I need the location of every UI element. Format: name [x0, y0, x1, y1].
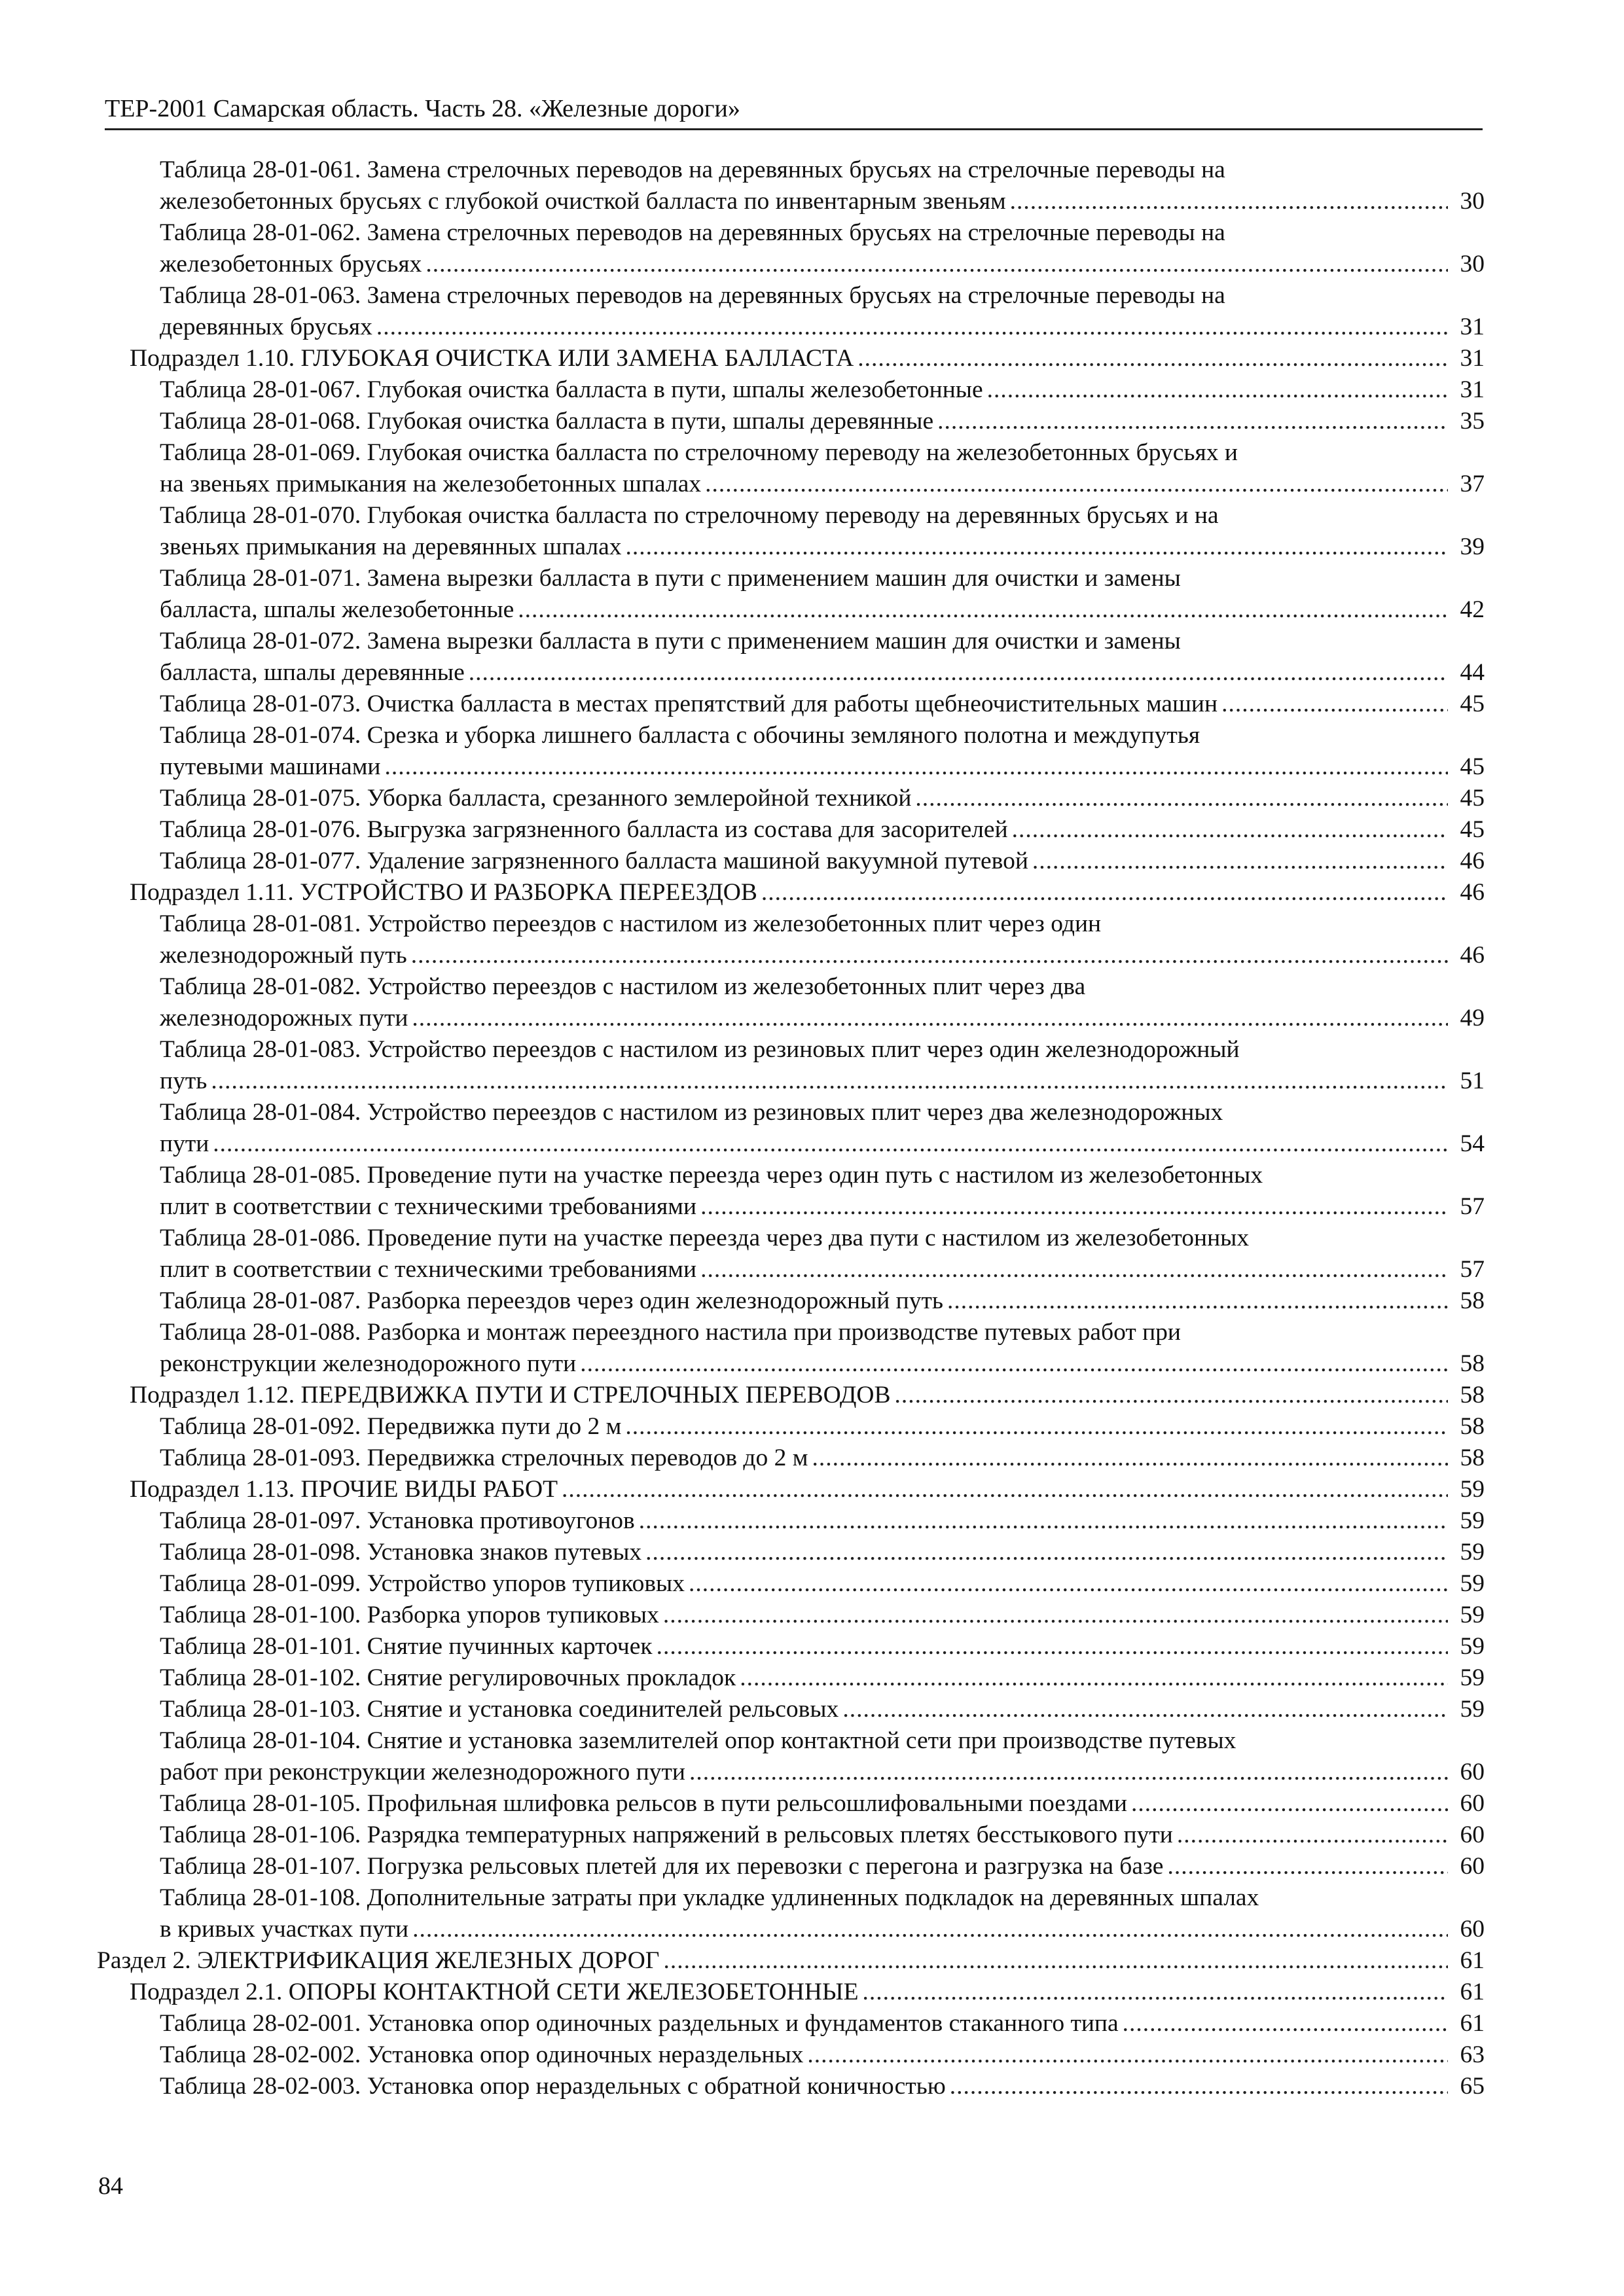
toc-entry-line — [160, 814, 1485, 846]
toc-entry-text: балласта, шпалы железобетонные — [160, 596, 514, 623]
toc-entry[interactable] — [97, 1820, 1485, 1851]
toc-entry-line — [160, 1851, 1485, 1882]
toc-page-number: 59 — [1460, 1633, 1485, 1660]
toc-entry[interactable] — [97, 971, 1485, 1034]
document-title: ТЕР-2001 Самарская область. Часть 28. «Железные дороги» — [105, 95, 740, 122]
toc-entry-text: железнодорожный путь — [160, 942, 407, 969]
toc-page-number: 63 — [1460, 2041, 1485, 2068]
toc-page-number: 59 — [1460, 1664, 1485, 1691]
toc-entry-line — [97, 1945, 1485, 1977]
dot-leader — [639, 1505, 1448, 1537]
toc-entry-text: Таблица 28-01-108. Дополнительные затраты при укладке удлиненных подкладок на деревянных шпалах — [160, 1884, 1259, 1911]
toc-entry-text: путь — [160, 1067, 208, 1094]
toc-entry-text: Таблица 28-01-093. Передвижка стрелочных переводов до 2 м — [160, 1444, 808, 1471]
dot-leader — [700, 1191, 1448, 1223]
toc-entry-text: на звеньях примыкания на железобетонных шпалах — [160, 471, 702, 497]
dot-leader — [863, 1977, 1448, 2008]
toc-entry-line — [160, 971, 1485, 1003]
toc-entry-line — [160, 2008, 1485, 2039]
toc-entry-text: Таблица 28-01-100. Разборка упоров тупиковых — [160, 1602, 659, 1628]
toc-entry-line — [160, 1788, 1485, 1820]
toc-entry-line — [160, 1662, 1485, 1694]
toc-entry-line — [160, 1725, 1485, 1757]
toc-page-number: 57 — [1460, 1256, 1485, 1283]
dot-leader — [1010, 186, 1448, 217]
dot-leader — [895, 1380, 1448, 1411]
toc-page-number: 45 — [1460, 816, 1485, 843]
toc-entry[interactable] — [97, 2071, 1485, 2102]
toc-entry-line — [160, 217, 1485, 249]
toc-entry[interactable] — [97, 374, 1485, 406]
toc-entry[interactable] — [97, 500, 1485, 563]
toc-entry-text: Таблица 28-01-099. Устройство упоров тупиковых — [160, 1570, 685, 1597]
toc-entry-line — [160, 469, 1485, 500]
toc-entry-text: Таблица 28-01-097. Установка противоугонов — [160, 1507, 635, 1534]
toc-entry[interactable] — [97, 1568, 1485, 1600]
toc-page-number: 58 — [1460, 1287, 1485, 1314]
toc-entry-line — [160, 1285, 1485, 1317]
toc-entry-text: пути — [160, 1130, 209, 1157]
toc-entry[interactable] — [97, 343, 1485, 374]
toc-entry[interactable] — [97, 846, 1485, 877]
toc-page-number: 60 — [1460, 1853, 1485, 1880]
toc-entry-text: Таблица 28-01-106. Разрядка температурных напряжений в рельсовых плетях бесстыкового пути — [160, 1821, 1173, 1848]
toc-entry-text: работ при реконструкции железнодорожного пути — [160, 1759, 685, 1785]
toc-entry-text: Таблица 28-01-068. Глубокая очистка балласта в пути, шпалы деревянные — [160, 408, 934, 435]
toc-entry-text: Подраздел 1.10. ГЛУБОКАЯ ОЧИСТКА ИЛИ ЗАМЕНА БАЛЛАСТА — [130, 345, 854, 372]
toc-entry-line — [160, 657, 1485, 689]
toc-entry[interactable] — [97, 1882, 1485, 1945]
dot-leader — [213, 1128, 1448, 1160]
toc-entry-line — [130, 1977, 1485, 2008]
toc-page-number: 58 — [1460, 1382, 1485, 1408]
dot-leader — [950, 2071, 1448, 2102]
toc-entry-text: Таблица 28-01-103. Снятие и установка соединителей рельсовых — [160, 1696, 839, 1723]
toc-entry-text: путевыми машинами — [160, 753, 381, 780]
toc-entry-line — [160, 1600, 1485, 1631]
toc-page-number: 60 — [1460, 1821, 1485, 1848]
toc-entry-text: Таблица 28-01-083. Устройство переездов с настилом из резиновых плит через один железнодорожный — [160, 1036, 1240, 1063]
toc-page-number: 59 — [1460, 1696, 1485, 1723]
dot-leader — [689, 1568, 1448, 1600]
toc-page-number: 45 — [1460, 753, 1485, 780]
dot-leader — [518, 594, 1448, 626]
toc-entry-text: Таблица 28-01-069. Глубокая очистка балласта по стрелочному переводу на железобетонных брусьях и — [160, 439, 1238, 466]
toc-entry-text: Таблица 28-01-105. Профильная шлифовка рельсов в пути рельсошлифовальными поездами — [160, 1790, 1127, 1817]
toc-entry[interactable] — [97, 1631, 1485, 1662]
toc-entry[interactable] — [97, 2039, 1485, 2071]
toc-entry-text: железнодорожных пути — [160, 1005, 408, 1031]
toc-entry-text: Таблица 28-01-081. Устройство переездов с настилом из железобетонных плит через один — [160, 910, 1102, 937]
toc-entry[interactable] — [97, 1945, 1485, 1977]
toc-entry[interactable] — [97, 1537, 1485, 1568]
toc-entry-text: реконструкции железнодорожного пути — [160, 1350, 577, 1377]
dot-leader — [1167, 1851, 1448, 1882]
toc-entry[interactable] — [97, 1662, 1485, 1694]
toc-entry-line — [160, 1348, 1485, 1380]
toc-entry-text: в кривых участках пути — [160, 1916, 409, 1943]
dot-leader — [915, 783, 1448, 814]
dot-leader — [663, 1600, 1448, 1631]
dot-leader — [412, 1003, 1448, 1034]
toc-entry-text: Таблица 28-01-088. Разборка и монтаж переездного настила при производстве путевых работ при — [160, 1319, 1182, 1346]
toc-entry[interactable] — [97, 783, 1485, 814]
page-header — [105, 92, 1483, 130]
dot-leader — [807, 2039, 1448, 2071]
toc-page-number: 58 — [1460, 1413, 1485, 1440]
dot-leader — [689, 1757, 1448, 1788]
toc-entry[interactable] — [97, 1443, 1485, 1474]
dot-leader — [663, 1945, 1448, 1977]
toc-entry-line — [160, 1820, 1485, 1851]
toc-entry-text: Таблица 28-01-101. Снятие пучинных карточек — [160, 1633, 653, 1660]
toc-entry-line — [160, 531, 1485, 563]
toc-page-number: 37 — [1460, 471, 1485, 497]
dot-leader — [469, 657, 1448, 689]
toc-entry[interactable] — [97, 406, 1485, 437]
toc-entry-line — [160, 2039, 1485, 2071]
toc-entry-line — [160, 1443, 1485, 1474]
toc-entry-line — [160, 1757, 1485, 1788]
toc-page-number: 59 — [1460, 1476, 1485, 1503]
toc-entry-text: плит в соответствии с техническими требованиями — [160, 1256, 697, 1283]
toc-entry-text: Таблица 28-01-062. Замена стрелочных переводов на деревянных брусьях на стрелочные переводы на — [160, 219, 1225, 246]
toc-entry[interactable] — [97, 217, 1485, 280]
toc-entry-line — [160, 1128, 1485, 1160]
toc-entry-text: Таблица 28-01-077. Удаление загрязненного балласта машиной вакуумной путевой — [160, 848, 1028, 874]
dot-leader — [761, 877, 1448, 908]
toc-page-number: 31 — [1460, 314, 1485, 340]
toc-entry-text: деревянных брусьях — [160, 314, 372, 340]
toc-entry-line — [160, 1631, 1485, 1662]
toc-entry[interactable] — [97, 877, 1485, 908]
toc-page-number: 59 — [1460, 1507, 1485, 1534]
toc-entry-line — [160, 1066, 1485, 1097]
toc-page-number: 60 — [1460, 1916, 1485, 1943]
toc-entry[interactable] — [97, 689, 1485, 720]
toc-entry-text: Таблица 28-02-001. Установка опор одиночных раздельных и фундаментов стаканного типа — [160, 2010, 1119, 2037]
toc-entry-text: Таблица 28-01-074. Срезка и уборка лишнего балласта с обочины земляного полотна и междупутья — [160, 722, 1200, 749]
toc-page-number: 46 — [1460, 942, 1485, 969]
toc-entry[interactable] — [97, 1097, 1485, 1160]
toc-entry-text: Таблица 28-01-067. Глубокая очистка балласта в пути, шпалы железобетонные — [160, 376, 983, 403]
toc-entry-line — [160, 1160, 1485, 1191]
toc-entry-line — [130, 1474, 1485, 1505]
toc-page-number: 49 — [1460, 1005, 1485, 1031]
toc-page-number: 31 — [1460, 376, 1485, 403]
toc-entry[interactable] — [97, 1977, 1485, 2008]
toc-page-number: 46 — [1460, 848, 1485, 874]
toc-entry-text: Таблица 28-01-073. Очистка балласта в местах препятствий для работы щебнеочистительных машин — [160, 691, 1218, 717]
toc-entry[interactable] — [97, 1034, 1485, 1097]
toc-page-number: 45 — [1460, 691, 1485, 717]
dot-leader — [657, 1631, 1448, 1662]
toc-entry-line — [160, 783, 1485, 814]
toc-page-number: 42 — [1460, 596, 1485, 623]
toc-page-number: 46 — [1460, 879, 1485, 906]
toc-page-number: 57 — [1460, 1193, 1485, 1220]
toc-entry-text: Подраздел 1.11. УСТРОЙСТВО И РАЗБОРКА ПЕРЕЕЗДОВ — [130, 879, 757, 906]
toc-entry-line — [130, 1380, 1485, 1411]
toc-entry-text: Таблица 28-02-003. Установка опор нераздельных с обратной коничностью — [160, 2073, 946, 2100]
toc-entry[interactable] — [97, 908, 1485, 971]
toc-entry[interactable] — [97, 814, 1485, 846]
toc-entry-line — [160, 1914, 1485, 1945]
toc-entry-line — [160, 626, 1485, 657]
toc-entry-line — [130, 343, 1485, 374]
toc-entry-text: Таблица 28-01-061. Замена стрелочных переводов на деревянных брусьях на стрелочные переводы на — [160, 156, 1225, 183]
toc-entry[interactable] — [97, 1285, 1485, 1317]
toc-entry[interactable] — [97, 154, 1485, 217]
dot-leader — [625, 1411, 1448, 1443]
toc-entry-line — [160, 1411, 1485, 1443]
dot-leader — [740, 1662, 1448, 1694]
toc-entry-text: Таблица 28-01-082. Устройство переездов с настилом из железобетонных плит через два — [160, 973, 1086, 1000]
dot-leader — [376, 312, 1448, 343]
toc-entry-text: Таблица 28-01-072. Замена вырезки балласта в пути с применением машин для очистки и замены — [160, 628, 1181, 655]
toc-entry-line — [160, 594, 1485, 626]
toc-entry-line — [160, 500, 1485, 531]
dot-leader — [1032, 846, 1448, 877]
toc-page-number: 30 — [1460, 251, 1485, 278]
toc-page-number: 31 — [1460, 345, 1485, 372]
toc-entry-line — [160, 1568, 1485, 1600]
toc-entry[interactable] — [97, 563, 1485, 626]
dot-leader — [1177, 1820, 1448, 1851]
dot-leader — [411, 940, 1448, 971]
toc-entry-line — [130, 877, 1485, 908]
toc-entry[interactable] — [97, 1851, 1485, 1882]
toc-entry[interactable] — [97, 1160, 1485, 1223]
toc-page-number: 59 — [1460, 1539, 1485, 1566]
toc-entry-text: Подраздел 2.1. ОПОРЫ КОНТАКТНОЙ СЕТИ ЖЕЛЕЗОБЕТОННЫЕ — [130, 1979, 859, 2005]
toc-entry-line — [160, 908, 1485, 940]
toc-entry[interactable] — [97, 1411, 1485, 1443]
toc-page-number: 54 — [1460, 1130, 1485, 1157]
toc-entry[interactable] — [97, 1317, 1485, 1380]
toc-entry-text: Подраздел 1.13. ПРОЧИЕ ВИДЫ РАБОТ — [130, 1476, 558, 1503]
toc-entry[interactable] — [97, 1694, 1485, 1725]
toc-entry-text: Таблица 28-01-085. Проведение пути на участке переезда через один путь с настилом из железобетонных — [160, 1162, 1263, 1189]
toc-entry[interactable] — [97, 1725, 1485, 1788]
dot-leader — [812, 1443, 1449, 1474]
toc-entry[interactable] — [97, 1505, 1485, 1537]
dot-leader — [626, 531, 1448, 563]
toc-entry-text: Таблица 28-01-063. Замена стрелочных переводов на деревянных брусьях на стрелочные переводы на — [160, 282, 1225, 309]
dot-leader — [1012, 814, 1448, 846]
toc-entry-line — [160, 563, 1485, 594]
toc-entry-line — [160, 940, 1485, 971]
toc-entry-line — [160, 1191, 1485, 1223]
toc-entry-text: Таблица 28-01-075. Уборка балласта, срезанного землеройной техникой — [160, 785, 912, 812]
dot-leader — [562, 1474, 1448, 1505]
toc-entry-text: плит в соответствии с техническими требованиями — [160, 1193, 697, 1220]
toc-page-number: 60 — [1460, 1790, 1485, 1817]
toc-entry-text: Подраздел 1.12. ПЕРЕДВИЖКА ПУТИ И СТРЕЛОЧНЫХ ПЕРЕВОДОВ — [130, 1382, 891, 1408]
page-number: 84 — [98, 2172, 123, 2200]
toc-page-number: 35 — [1460, 408, 1485, 435]
toc-page-number: 51 — [1460, 1067, 1485, 1094]
dot-leader — [1123, 2008, 1448, 2039]
toc-entry-text: железобетонных брусьях с глубокой очисткой балласта по инвентарным звеньям — [160, 188, 1006, 215]
toc-entry-line — [160, 1034, 1485, 1066]
toc-entry-text: Таблица 28-02-002. Установка опор одиночных нераздельных — [160, 2041, 804, 2068]
toc-entry-text: Таблица 28-01-092. Передвижка пути до 2 м — [160, 1413, 622, 1440]
dot-leader — [385, 751, 1449, 783]
toc-entry-line — [160, 1317, 1485, 1348]
toc-page-number: 39 — [1460, 533, 1485, 560]
dot-leader — [1221, 689, 1448, 720]
toc-page-number: 59 — [1460, 1570, 1485, 1597]
toc-entry-text: Таблица 28-01-086. Проведение пути на участке переезда через два пути с настилом из железобетонных — [160, 1225, 1250, 1251]
toc-entry-line — [160, 1505, 1485, 1537]
dot-leader — [857, 343, 1448, 374]
toc-entry-line — [160, 846, 1485, 877]
toc-entry-text: Таблица 28-01-087. Разборка переездов через один железнодорожный путь — [160, 1287, 943, 1314]
toc-entry-line — [160, 249, 1485, 280]
toc-entry-line — [160, 1694, 1485, 1725]
dot-leader — [937, 406, 1448, 437]
toc-entry-text: Таблица 28-01-076. Выгрузка загрязненного балласта из состава для засорителей — [160, 816, 1008, 843]
toc-entry[interactable] — [97, 626, 1485, 689]
toc-entry[interactable] — [97, 1600, 1485, 1631]
toc-entry[interactable] — [97, 2008, 1485, 2039]
toc-entry-text: Таблица 28-01-098. Установка знаков путевых — [160, 1539, 642, 1566]
toc-entry[interactable] — [97, 1223, 1485, 1285]
toc-entry[interactable] — [97, 1474, 1485, 1505]
toc-entry-line — [160, 186, 1485, 217]
toc-entry-text: Таблица 28-01-102. Снятие регулировочных прокладок — [160, 1664, 736, 1691]
toc-entry[interactable] — [97, 1788, 1485, 1820]
toc-page-number: 30 — [1460, 188, 1485, 215]
dot-leader — [947, 1285, 1448, 1317]
toc-entry-line — [160, 1003, 1485, 1034]
dot-leader — [1131, 1788, 1448, 1820]
toc-entry-line — [160, 154, 1485, 186]
toc-entry-text: железобетонных брусьях — [160, 251, 422, 278]
dot-leader — [842, 1694, 1448, 1725]
toc-entry[interactable] — [97, 720, 1485, 783]
toc-page-number: 61 — [1460, 1947, 1485, 1974]
toc-entry-line — [160, 374, 1485, 406]
toc-entry-line — [160, 751, 1485, 783]
toc-entry-line — [160, 2071, 1485, 2102]
toc-page-number: 61 — [1460, 1979, 1485, 2005]
toc-page-number: 58 — [1460, 1444, 1485, 1471]
toc-page-number: 65 — [1460, 2073, 1485, 2100]
toc-entry-text: балласта, шпалы деревянные — [160, 659, 465, 686]
dot-leader — [412, 1914, 1448, 1945]
dot-leader — [987, 374, 1448, 406]
toc-entry-line — [160, 1097, 1485, 1128]
toc-page-number: 45 — [1460, 785, 1485, 812]
toc-entry-text: звеньях примыкания на деревянных шпалах — [160, 533, 622, 560]
toc-entry-text: Раздел 2. ЭЛЕКТРИФИКАЦИЯ ЖЕЛЕЗНЫХ ДОРОГ — [97, 1947, 660, 1974]
toc-page-number: 59 — [1460, 1602, 1485, 1628]
toc-entry-line — [160, 689, 1485, 720]
dot-leader — [580, 1348, 1448, 1380]
toc-page-number: 61 — [1460, 2010, 1485, 2037]
toc-entry-line — [160, 312, 1485, 343]
toc-entry-line — [160, 437, 1485, 469]
toc-entry-text: Таблица 28-01-084. Устройство переездов с настилом из резиновых плит через два железнодорожных — [160, 1099, 1223, 1126]
toc-page-number: 60 — [1460, 1759, 1485, 1785]
toc-entry[interactable] — [97, 437, 1485, 500]
toc-entry-line — [160, 1223, 1485, 1254]
toc-entry-line — [160, 280, 1485, 312]
toc-entry[interactable] — [97, 280, 1485, 343]
toc-entry-text: Таблица 28-01-071. Замена вырезки балласта в пути с применением машин для очистки и замены — [160, 565, 1181, 592]
table-of-contents — [97, 154, 1485, 2102]
toc-page-number: 58 — [1460, 1350, 1485, 1377]
toc-entry-text: Таблица 28-01-107. Погрузка рельсовых плетей для их перевозки с перегона и разгрузка на базе — [160, 1853, 1164, 1880]
toc-entry-line — [160, 1254, 1485, 1285]
toc-entry-line — [160, 1537, 1485, 1568]
dot-leader — [211, 1066, 1448, 1097]
dot-leader — [700, 1254, 1448, 1285]
toc-entry[interactable] — [97, 1380, 1485, 1411]
toc-entry-line — [160, 720, 1485, 751]
toc-entry-text: Таблица 28-01-104. Снятие и установка заземлителей опор контактной сети при производстве путевых — [160, 1727, 1236, 1754]
dot-leader — [645, 1537, 1448, 1568]
dot-leader — [705, 469, 1448, 500]
toc-page-number: 44 — [1460, 659, 1485, 686]
dot-leader — [425, 249, 1448, 280]
toc-entry-line — [160, 1882, 1485, 1914]
toc-entry-text: Таблица 28-01-070. Глубокая очистка балласта по стрелочному переводу на деревянных брусьях и на — [160, 502, 1219, 529]
toc-entry-line — [160, 406, 1485, 437]
